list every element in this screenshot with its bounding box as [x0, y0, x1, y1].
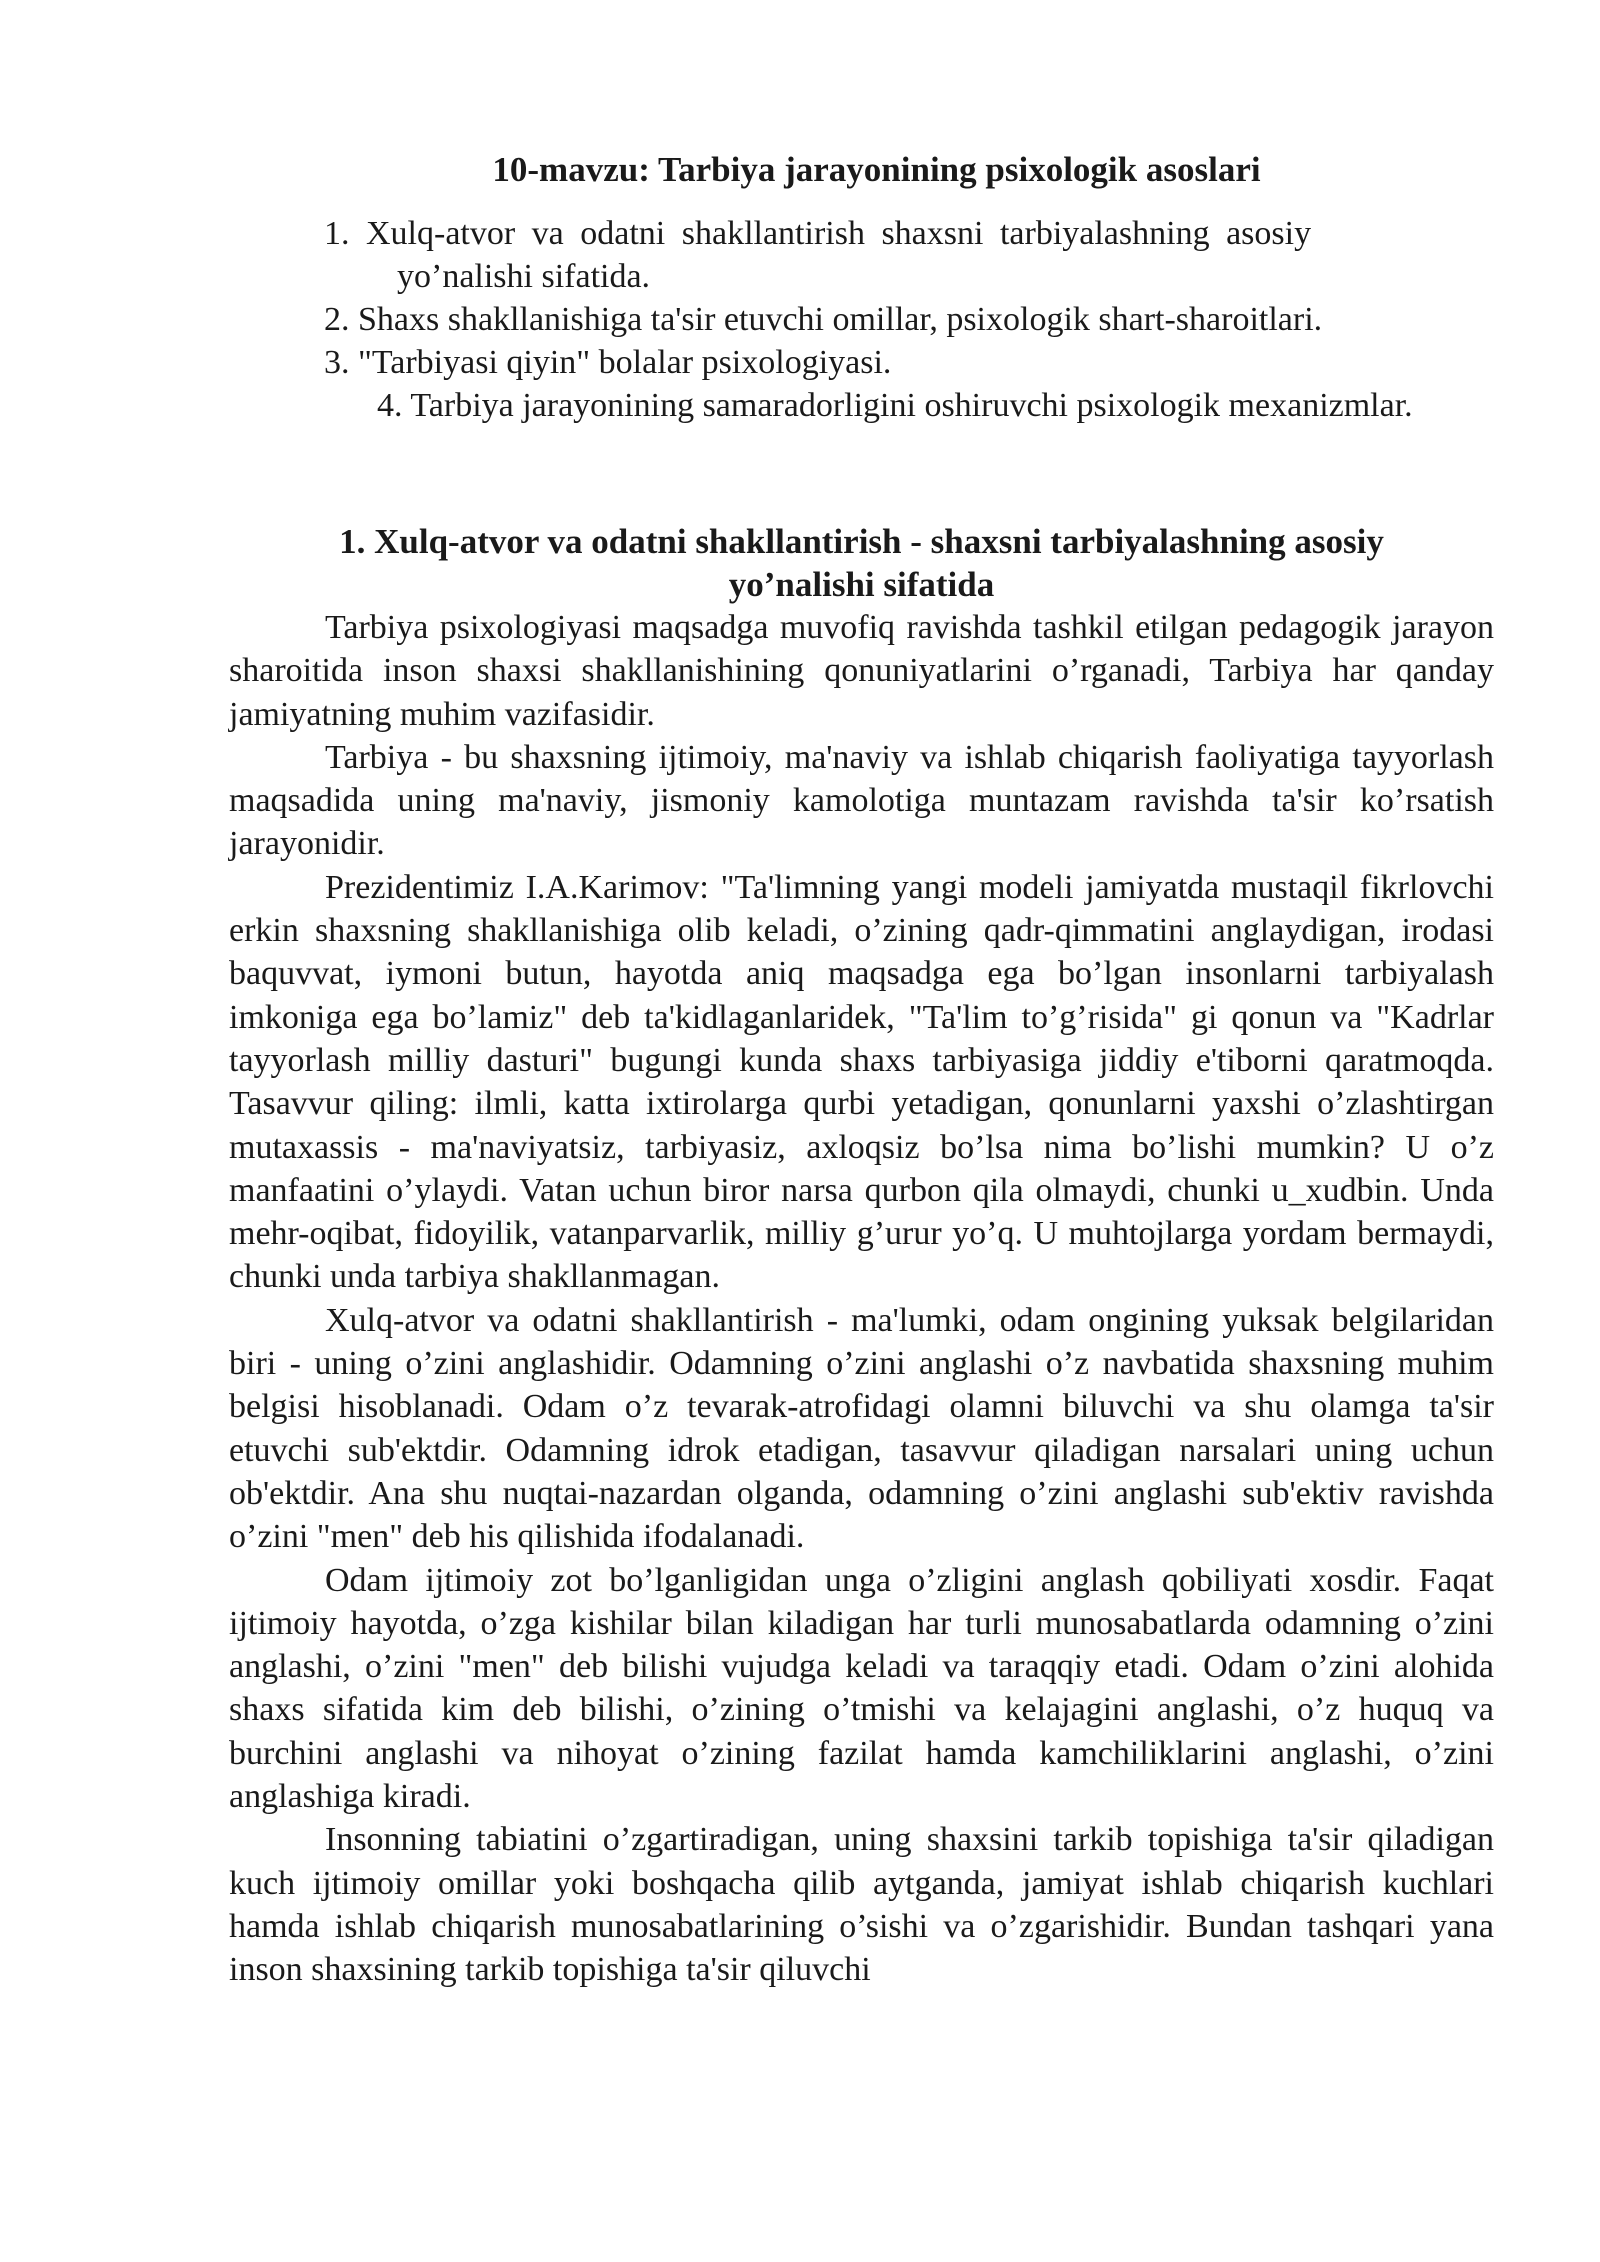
outline-item-1-line1: 1. Xulq-atvor va odatni shakllantirish shaxsni tarbiyalashning asosiy [324, 215, 1312, 252]
outline-item-3: 3. "Tarbiyasi qiyin" bolalar psixologiyasi. [324, 344, 892, 381]
section-heading [229, 520, 1494, 606]
topic-outline [229, 212, 1494, 427]
outline-item-1 [229, 212, 1494, 298]
body-paragraph: Xulq-atvor va odatni shakllantirish - ma'lumki, odam ongining yuksak belgilaridan biri - uning o’zini anglashidir. Odamning o’zini anglashi o’z navbatida shaxsning muhim belgisi hisoblanadi. Odam o’z tevarak-atrofidagi olamni biluvchi va shu olamga ta'sir etuvchi sub'ektdir. Odamning idrok etadigan, tasavvur qiladigan narsalari uning uchun ob'ektdir. Ana shu nuqtai-nazardan olganda, odamning o’zini anglashi sub'ektiv ravishda o’zini "men" deb his qilishida ifodalanadi. [229, 1301, 1494, 1556]
section-heading-line2: yo’nalishi sifatida [728, 565, 995, 604]
document-title: 10-mavzu: Tarbiya jarayonining psixologik asoslari [492, 150, 1261, 189]
body-paragraph: Prezidentimiz I.A.Karimov: "Ta'limning yangi modeli jamiyatda mustaqil fikrlovchi erkin shaxsning shakllanishiga olib keladi, o’zining qadr-qimmatini anglaydigan, irodasi baquvvat, iymoni butun, hayotda aniq maqsadga ega bo’lgan insonlarni tarbiyalash imkoniga ega bo’lamiz" deb ta'kidlaganlaridek, "Ta'lim to’g’risida" gi qonun va "Kadrlar tayyorlash milliy dasturi" bugungi kunda shaxs tarbiyasiga jiddiy e'tiborni qaratmoqda. Tasavvur qiling: ilmli, katta ixtirolarga qurbi yetadigan, qonunlarni yaxshi o’zlashtirgan mutaxassis - ma'naviyatsiz, tarbiyasiz, axloqsiz bo’lsa nima bo’lishi mumkin? U o’z manfaatini o’ylaydi. Vatan uchun biror narsa qurbon qila olmaydi, chunki u_xudbin. Unda mehr-oqibat, fidoyilik, vatanparvarlik, milliy g’urur yo’q. U muhtojlarga yordam bermaydi, chunki unda tarbiya shakllanmagan. [229, 868, 1494, 1296]
body-paragraph: Tarbiya - bu shaxsning ijtimoiy, ma'naviy va ishlab chiqarish faoliyatiga tayyorlash maqsadida uning ma'naviy, jismoniy kamolotiga muntazam ravishda ta'sir ko’rsatish jarayonidir. [229, 738, 1494, 863]
outline-item-2: 2. Shaxs shakllanishiga ta'sir etuvchi omillar, psixologik shart-sharoitlari. [324, 301, 1323, 338]
body-paragraph: Insonning tabiatini o’zgartiradigan, uning shaxsini tarkib topishiga ta'sir qiladigan kuch ijtimoiy omillar yoki boshqacha qilib aytganda, jamiyat ishlab chiqarish kuchlari hamda ishlab chiqarish munosabatlarining o’sishi va o’zgarishidir. Bundan tashqari yana inson shaxsining tarkib topishiga ta'sir qiluvchi [229, 1821, 1494, 1989]
document-page [229, 148, 1494, 1992]
body-paragraph: Odam ijtimoiy zot bo’lganligidan unga o’zligini anglash qobiliyati xosdir. Faqat ijtimoiy hayotda, o’zga kishilar bilan kiladigan har turli munosabatlarda odamning o’zini anglashi, o’zini "men" deb bilishi vujudga keladi va taraqqiy etadi. Odam o’zini alohida shaxs sifatida kim deb bilishi, o’zining o’tmishi va kelajagini anglashi, o’z huquq va burchini anglashi va nihoyat o’zining fazilat hamda kamchiliklarini anglashi, o’zini anglashiga kiradi. [229, 1561, 1494, 1816]
body-paragraph: Tarbiya psixologiyasi maqsadga muvofiq ravishda tashkil etilgan pedagogik jarayon sharoitida inson shaxsi shakllanishining qonuniyatlarini o’rganadi, Tarbiya har qanday jamiyatning muhim vazifasidir. [229, 609, 1494, 733]
outline-item-1-line2: yo’nalishi sifatida. [397, 258, 651, 295]
section-body [229, 606, 1494, 1992]
section-heading-line1: 1. Xulq-atvor va odatni shakllantirish - shaxsni tarbiyalashning asosiy [339, 522, 1384, 561]
outline-item-4: 4. Tarbiya jarayonining samaradorligini oshiruvchi psixologik mexanizmlar. [377, 387, 1413, 424]
